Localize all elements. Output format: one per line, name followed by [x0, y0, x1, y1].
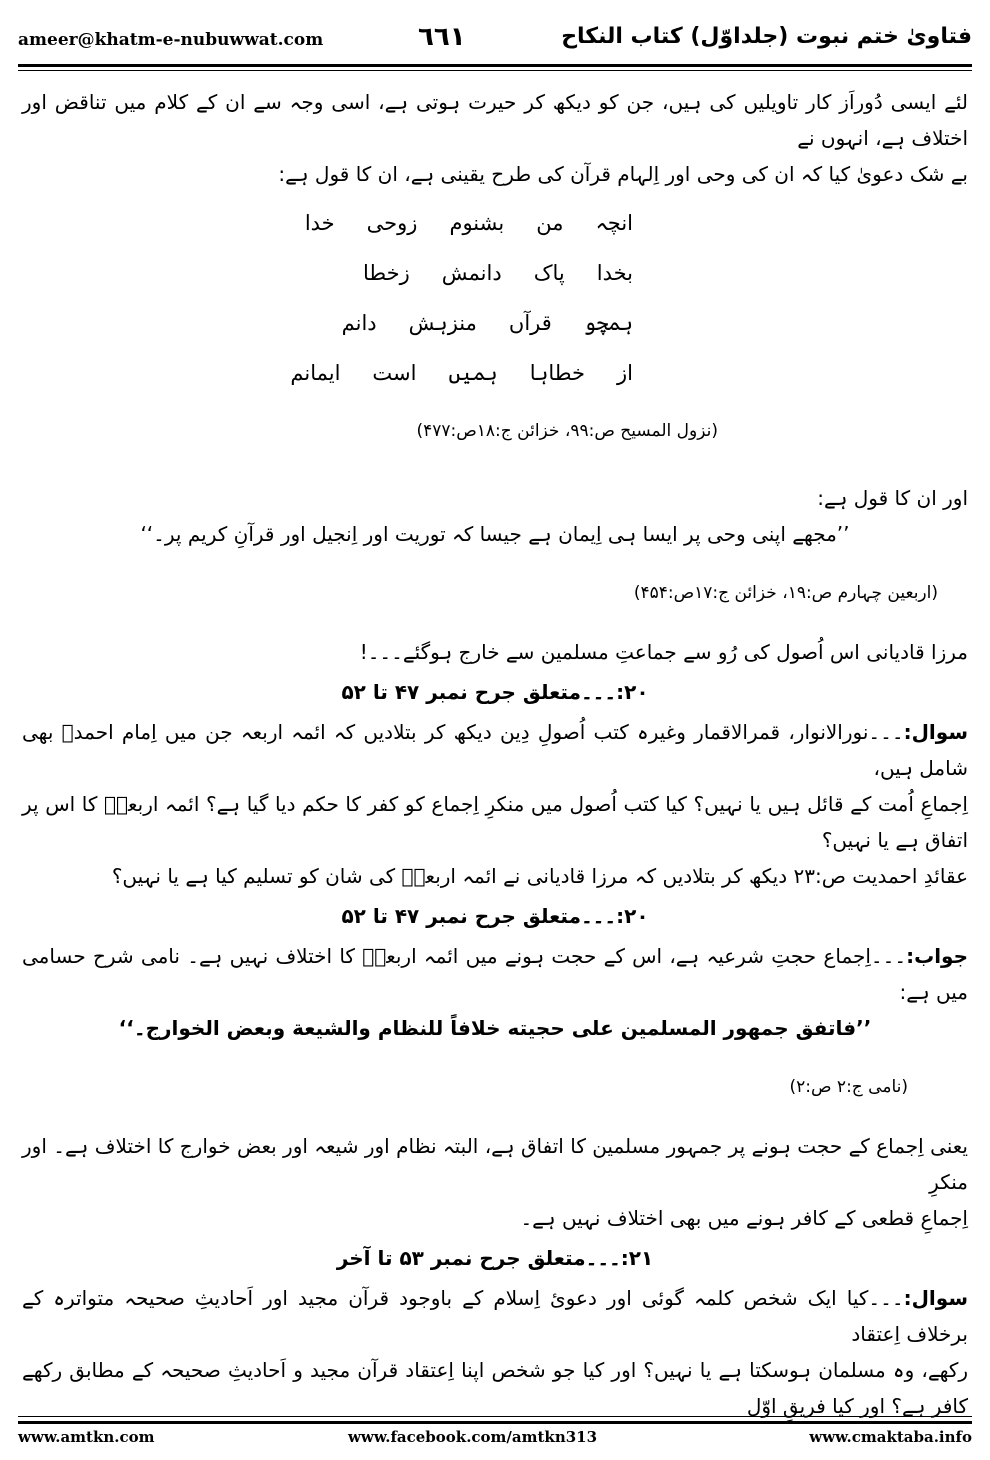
poem-word: ہمیں	[448, 361, 498, 385]
citation: (اربعین چہارم ص:۱۹، خزائن ج:۱۷ص:۴۵۴)	[633, 583, 938, 603]
poem-word: دانم	[341, 311, 377, 335]
book-title: فتاویٰ ختم نبوت (جلداوّل) کتاب النکاح	[561, 24, 972, 49]
poem-verse	[22, 248, 633, 298]
poem-word: است	[372, 361, 417, 385]
section-heading: ۲۰:۔۔۔متعلق جرح نمبر ۴۷ تا ۵۲	[341, 680, 649, 704]
paragraph-line: لئے ایسی دُوراَز کار تاویلیں کی ہیں، جن کو دیکھ کر حیرت ہوتی ہے، اسی وجہ سے ان کے کلام میں تناقض اور اختلاف ہے، انہوں نے	[22, 90, 968, 150]
poem-word: بخدا	[596, 261, 633, 285]
poem-verse	[22, 198, 633, 248]
question-label: سوال:	[903, 1286, 968, 1310]
poem-word: از	[617, 361, 633, 385]
answer-label: جواب:	[906, 944, 968, 968]
header-rule-thin	[18, 70, 972, 71]
poem-word: دانمش	[441, 261, 502, 285]
paragraph-line: رکھے، وہ مسلمان ہوسکتا ہے یا نہیں؟ اور کیا جو شخص اپنا اِعتقاد قرآن مجید و اَحادیثِ صحیحہ کے مطابق رکھے کافر ہے؟ اور کیا فریقِ اوّل	[22, 1358, 968, 1418]
poem-word: انچہ	[595, 211, 633, 235]
quotation: ’’مجھے اپنی وحی پر ایسا ہی اِیمان ہے جیسا کہ توریت اور اِنجیل اور قرآنِ کریم پر۔‘‘	[140, 522, 850, 546]
poem-verse	[22, 298, 633, 348]
section-heading: ۲۰:۔۔۔متعلق جرح نمبر ۴۷ تا ۵۲	[341, 904, 649, 928]
paragraph-line: اور ان کا قول ہے:	[817, 486, 968, 510]
poem-verse	[22, 348, 633, 398]
paragraph-line: بے شک دعویٰ کیا کہ ان کی وحی اور اِلہام قرآن کی طرح یقینی ہے، ان کا قول ہے:	[278, 162, 968, 186]
paragraph-line: اِجماعِ اُمت کے قائل ہیں یا نہیں؟ کیا کتب اُصول میں منکرِ اِجماع کو کفر کا حکم دیا گیا ہے؟ ائمہ اربعہؒ کا اس پر اتفاق ہے یا نہیں؟	[22, 792, 968, 852]
question-paragraph	[22, 714, 968, 786]
poem-word: پاک	[533, 261, 565, 285]
footer-rule-thick	[18, 1421, 972, 1424]
poem-word: ہمچو	[583, 311, 633, 335]
paragraph-line: یعنی اِجماع کے حجت ہونے پر جمہور مسلمین کا اتفاق ہے، البتہ نظام اور شیعہ اور بعض خوارج کا اختلاف ہے۔ اور منکرِ	[22, 1134, 968, 1194]
poem-word: ایمانم	[290, 361, 341, 385]
paragraph-line: اِجماعِ قطعی کے کافر ہونے میں بھی اختلاف نہیں ہے۔	[520, 1206, 968, 1230]
question-paragraph	[22, 1280, 968, 1352]
header-email[interactable]: ameer@khatm-e-nubuwwat.com	[18, 30, 324, 50]
poem-word: زخطا	[362, 261, 410, 285]
poem-word: من	[536, 211, 564, 235]
poem-word: خطاہا	[529, 361, 586, 385]
page-footer	[18, 1428, 972, 1452]
question-text: ۔۔۔نورالانوار، قمرالاقمار وغیرہ کتب اُصولِ دِین دیکھ کر بتلادیں کہ ائمہ اربعہ جن میں اِمام احمدؒ بھی شامل ہیں،	[22, 720, 968, 780]
question-text: ۔۔۔کیا ایک شخص کلمہ گوئی اور دعویٔ اِسلام کے باوجود قرآن مجید اور اَحادیثِ صحیحہ متواترہ کے برخلاف اِعتقاد	[22, 1286, 968, 1346]
footer-link-amtkn[interactable]: www.amtkn.com	[18, 1428, 155, 1446]
section-heading: ۲۱:۔۔۔متعلق جرح نمبر ۵۳ تا آخر	[336, 1246, 654, 1270]
paragraph-line: مرزا قادیانی اس اُصول کی رُو سے جماعتِ مسلمین سے خارج ہوگئے۔۔۔!	[359, 640, 968, 664]
page-body	[22, 84, 968, 1418]
question-label: سوال:	[903, 720, 968, 744]
poem-word: زوحی	[366, 211, 418, 235]
footer-link-cmaktaba[interactable]: www.cmaktaba.info	[809, 1428, 972, 1446]
answer-paragraph	[22, 938, 968, 1010]
poem-word: خدا	[304, 211, 335, 235]
poem-word: قرآں	[508, 311, 552, 335]
footer-link-facebook[interactable]: www.facebook.com/amtkn313	[348, 1428, 598, 1446]
poem-word: منزہش	[408, 311, 477, 335]
citation: (نزول المسیح ص:۹۹، خزائن ج:۱۸ص:۴۷۷)	[416, 421, 718, 441]
persian-poem	[22, 198, 968, 398]
footer-rule-thin	[18, 1416, 972, 1417]
poem-word: بشنوم	[449, 211, 505, 235]
paragraph-line: عقائدِ احمدیت ص:۲۳ دیکھ کر بتلادیں کہ مرزا قادیانی نے ائمہ اربعہؒ کی شان کو تسلیم کیا ہے یا نہیں؟	[111, 864, 968, 888]
page-number: ٦٦١	[418, 22, 466, 52]
citation: (نامی ج:۲ ص:۲)	[789, 1077, 908, 1097]
answer-text: ۔۔۔اِجماع حجتِ شرعیہ ہے، اس کے حجت ہونے میں ائمہ اربعہؒ کا اختلاف نہیں ہے۔ نامی شرح حسامی میں ہے:	[22, 944, 968, 1004]
arabic-quotation: ’’فاتفق جمهور المسلمین علی حجیته خلافاً للنظام والشیعة وبعض الخوارج۔‘‘	[118, 1016, 872, 1040]
header-rule-thick	[18, 64, 972, 67]
page-header	[18, 22, 972, 62]
